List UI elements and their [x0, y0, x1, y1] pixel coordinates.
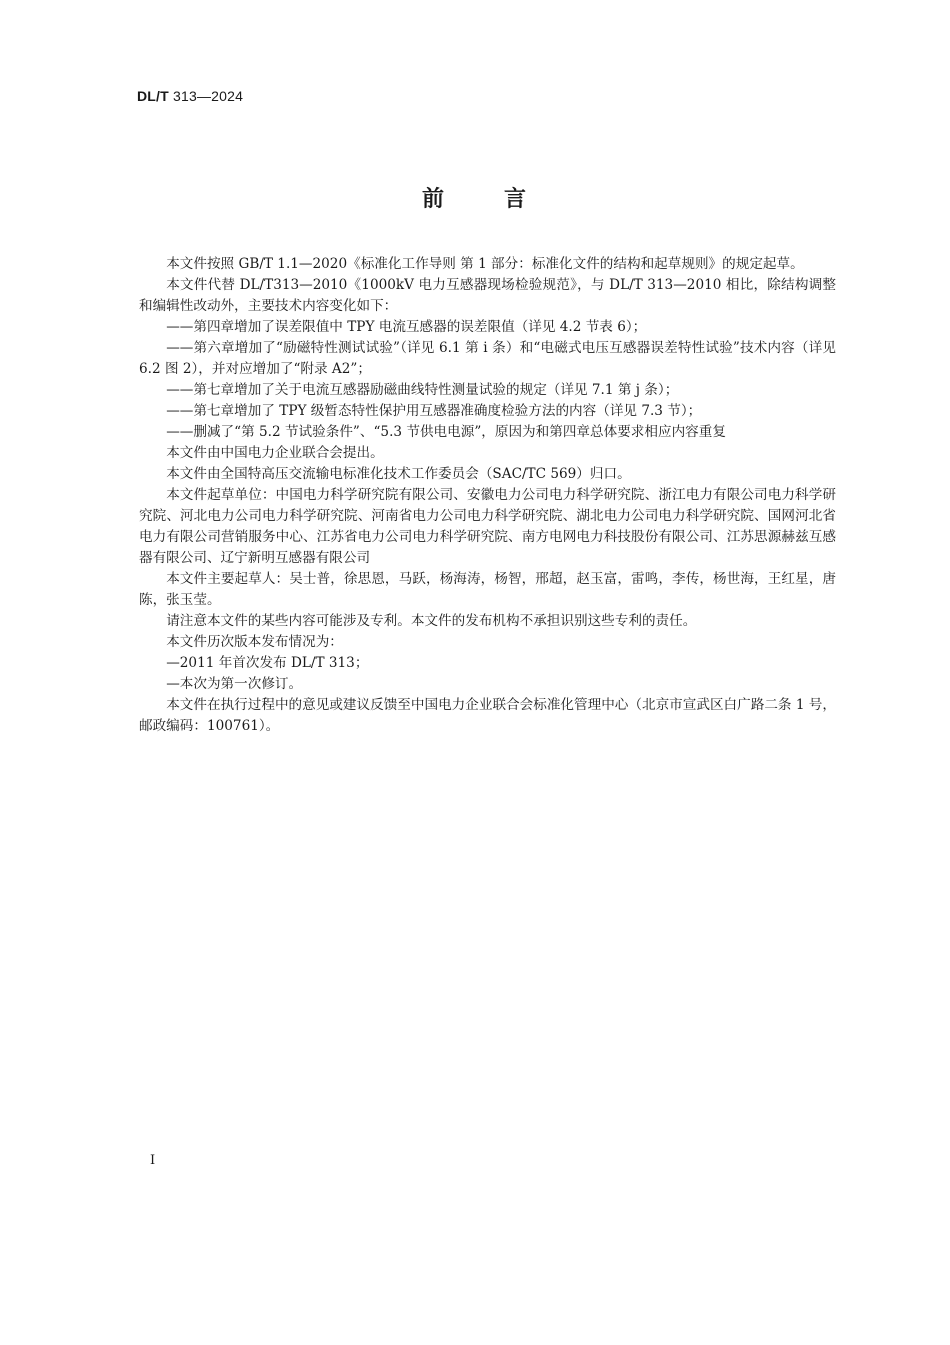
page-title [0, 182, 950, 213]
paragraph: ——第七章增加了关于电流互感器励磁曲线特性测量试验的规定（详见 7.1 第 j 条）； [166, 382, 679, 398]
paragraph: 请注意本文件的某些内容可能涉及专利。本文件的发布机构不承担识别这些专利的责任。 [166, 613, 697, 629]
standard-code: DL/T [137, 88, 169, 104]
standard-number: 313—2024 [173, 88, 244, 104]
paragraph: 本文件由中国电力企业联合会提出。 [166, 445, 384, 461]
paragraph: 本文件在执行过程中的意见或建议反馈至中国电力企业联合会标准化管理中心（北京市宣武区白广路二条 1 号，邮政编码：100761）。 [139, 697, 836, 734]
paragraph: 本文件起草单位：中国电力科学研究院有限公司、安徽电力公司电力科学研究院、浙江电力有限公司电力科学研究院、河北电力公司电力科学研究院、河南省电力公司电力科学研究院、湖北电力公司电力科学研究院、国网河北省电力有限公司营销服务中心、江苏省电力公司电力科学研究院、南方电网电力科技股份有限公司、江苏思源赫兹互感器有限公司、辽宁新明互感器有限公司 [139, 487, 836, 566]
paragraph: 本文件代替 DL/T313—2010《1000kV 电力互感器现场检验规范》，与 DL/T 313—2010 相比，除结构调整和编辑性改动外，主要技术内容变化如下： [139, 277, 836, 314]
foreword-body [139, 254, 836, 737]
paragraph: ——删减了“第 5.2 节试验条件”、“5.3 节供电电源”，原因为和第四章总体要求相应内容重复 [166, 424, 726, 440]
document-header [137, 88, 243, 104]
title-char-2: 言 [504, 187, 529, 212]
paragraph: ——第七章增加了 TPY 级暂态特性保护用互感器准确度检验方法的内容（详见 7.3 节）； [166, 403, 702, 419]
page-number: I [150, 1153, 156, 1168]
paragraph: 本文件主要起草人：吴士普，徐思恩，马跃，杨海涛，杨智，邢超，赵玉富，雷鸣，李传，杨世海，王红星，唐陈，张玉莹。 [139, 571, 836, 608]
paragraph: ——第四章增加了误差限值中 TPY 电流互感器的误差限值（详见 4.2 节表 6）； [166, 319, 647, 335]
paragraph: —2011 年首次发布 DL/T 313； [166, 655, 369, 671]
paragraph: —本次为第一次修订。 [166, 676, 303, 692]
paragraph: 本文件由全国特高压交流输电标准化技术工作委员会（SAC/TC 569）归口。 [166, 466, 631, 482]
title-char-1: 前 [421, 187, 446, 212]
paragraph: ——第六章增加了“励磁特性测试试验”（详见 6.1 第 i 条）和“电磁式电压互感器误差特性试验”技术内容（详见 6.2 图 2），并对应增加了“附录 A2”； [139, 340, 836, 377]
paragraph: 本文件历次版本发布情况为： [166, 634, 343, 650]
paragraph: 本文件按照 GB/T 1.1—2020《标准化工作导则 第 1 部分：标准化文件的结构和起草规则》的规定起草。 [166, 256, 804, 272]
